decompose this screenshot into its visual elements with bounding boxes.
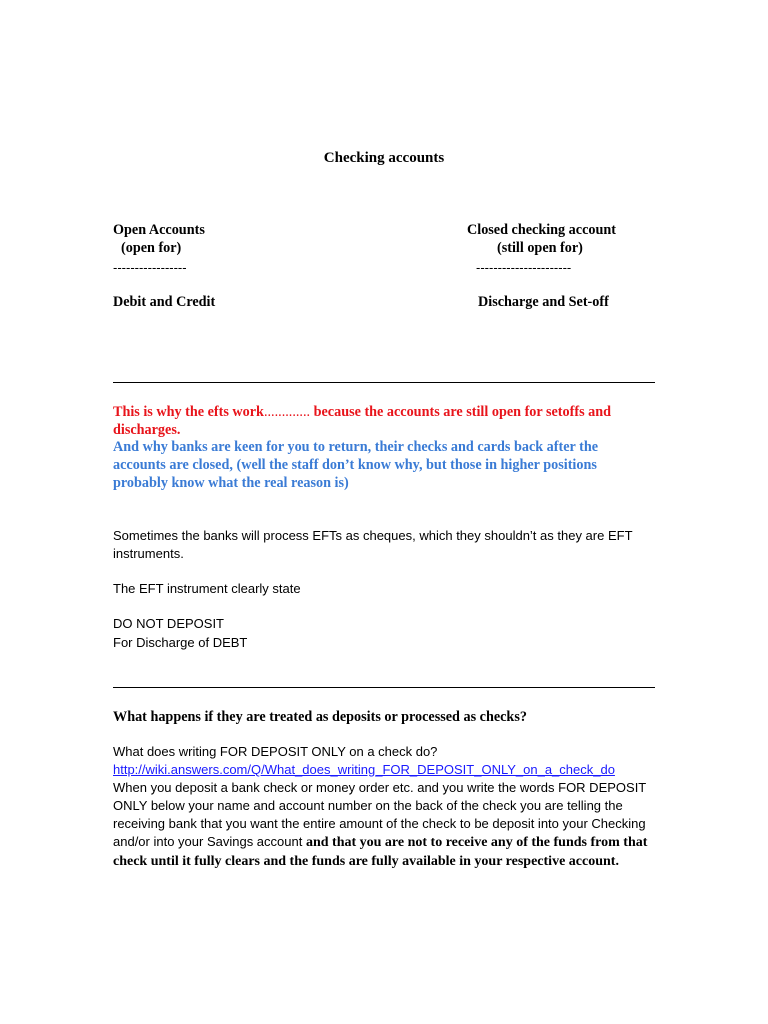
- horizontal-rule-2: [113, 687, 655, 688]
- for-deposit-only-explanation: [113, 779, 658, 871]
- explanation-bold: and that you are not to receive any of the funds from that check until it fully clears and the funds are fully available in your respective account.: [113, 835, 648, 869]
- closed-account-item: Discharge and Set-off: [478, 294, 609, 310]
- closed-account-divider: ----------------------: [476, 260, 572, 275]
- efts-explanation: [113, 403, 643, 439]
- closed-account-heading: Closed checking account: [467, 222, 616, 238]
- discharge-of-debt-line: For Discharge of DEBT: [113, 635, 248, 650]
- wiki-answers-link[interactable]: http://wiki.answers.com/Q/What_does_writing_FOR_DEPOSIT_ONLY_on_a_check_do: [113, 762, 615, 777]
- efts-dots: .............: [263, 404, 311, 420]
- eft-cheque-paragraph: Sometimes the banks will process EFTs as cheques, which they shouldn’t as they are EFT instruments.: [113, 528, 633, 561]
- horizontal-rule-1: [113, 382, 655, 383]
- banks-keen-note: And why banks are keen for you to return, their checks and cards back after the accounts are closed, (well the staff don’t know why, but those in higher positions probably know what the real reason is): [113, 439, 599, 491]
- eft-instrument-statement: The EFT instrument clearly state: [113, 581, 301, 596]
- efts-red-prefix: This is why the efts work: [113, 404, 264, 420]
- page-title: Checking accounts: [323, 150, 445, 166]
- for-deposit-only-question: What does writing FOR DEPOSIT ONLY on a check do?: [113, 744, 438, 759]
- open-accounts-item: Debit and Credit: [113, 294, 216, 310]
- efts-red-rest: because the accounts are still open for setoffs and discharges.: [113, 404, 612, 438]
- open-accounts-divider: -----------------: [113, 260, 187, 275]
- open-accounts-heading: Open Accounts: [113, 222, 205, 238]
- open-accounts-subheading: (open for): [121, 240, 182, 256]
- do-not-deposit-line: DO NOT DEPOSIT: [113, 616, 224, 631]
- closed-account-subheading: (still open for): [497, 240, 583, 256]
- explanation-plain: When you deposit a bank check or money order etc. and you write the words FOR DEPOSIT ONLY below your name and account number on the back of the check you are telling the receiving bank that you want the entire amount of the check to be deposit into your Checking and/or into your Savings account: [113, 780, 647, 849]
- treated-as-deposits-question: What happens if they are treated as deposits or processed as checks?: [113, 709, 527, 725]
